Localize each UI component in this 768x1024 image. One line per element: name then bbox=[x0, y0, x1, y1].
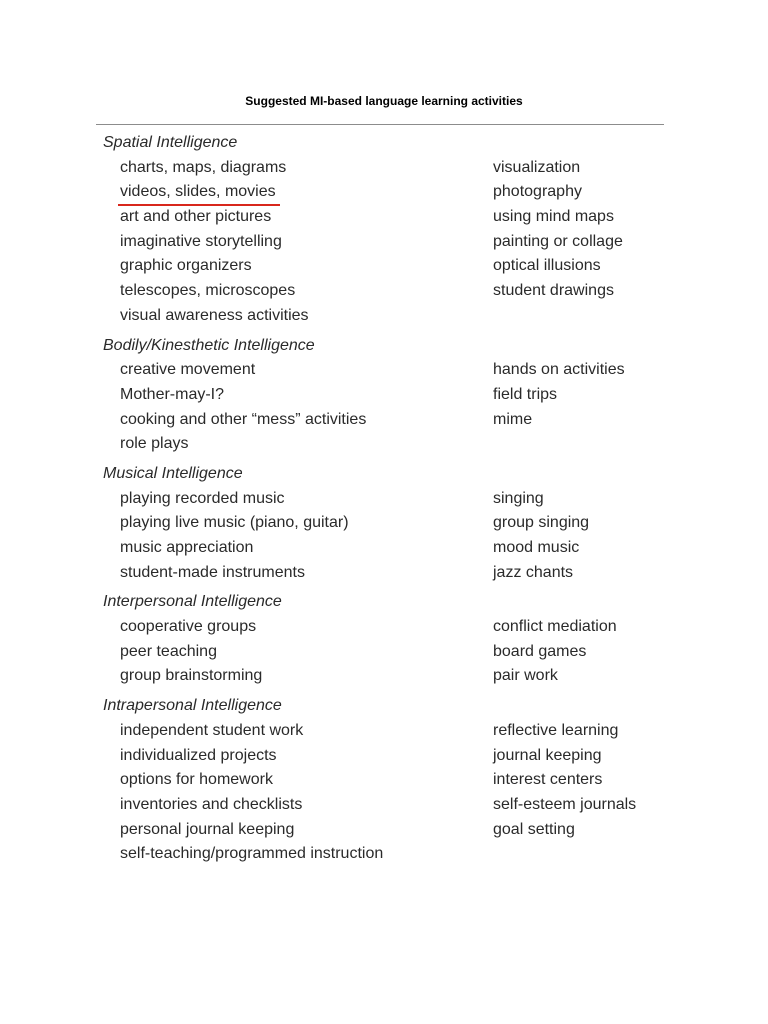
activity-text: videos, slides, movies bbox=[120, 183, 276, 201]
activity-right: field trips bbox=[493, 385, 558, 403]
activity-row bbox=[103, 432, 703, 457]
activity-right: singing bbox=[493, 489, 544, 507]
activity-row bbox=[103, 156, 703, 181]
section bbox=[103, 694, 703, 867]
activity-left: visual awareness activities bbox=[120, 306, 309, 324]
activity-row bbox=[103, 640, 703, 665]
activity-right: conflict mediation bbox=[493, 618, 617, 636]
activity-right: using mind maps bbox=[493, 208, 614, 226]
activity-left: peer teaching bbox=[120, 642, 217, 660]
activity-right: hands on activities bbox=[493, 361, 625, 379]
activity-row bbox=[103, 358, 703, 383]
activity-row bbox=[103, 230, 703, 255]
activity-row bbox=[103, 793, 703, 818]
activity-row bbox=[103, 487, 703, 512]
activity-left: art and other pictures bbox=[120, 208, 272, 226]
activity-right: jazz chants bbox=[493, 563, 574, 581]
activity-right: painting or collage bbox=[493, 232, 623, 250]
activity-right: interest centers bbox=[493, 771, 603, 789]
activity-left: cooking and other “mess” activities bbox=[120, 410, 367, 428]
activity-left: student-made instruments bbox=[120, 563, 305, 581]
activity-left bbox=[120, 180, 276, 205]
activity-right: pair work bbox=[493, 667, 558, 685]
section-heading: Interpersonal Intelligence bbox=[103, 593, 282, 611]
activity-right: mood music bbox=[493, 539, 580, 556]
activity-left: charts, maps, diagrams bbox=[120, 158, 287, 176]
activity-left: personal journal keeping bbox=[120, 820, 295, 838]
activity-row bbox=[103, 664, 703, 689]
activity-row bbox=[103, 768, 703, 793]
activity-left: telescopes, microscopes bbox=[120, 282, 296, 300]
section-heading: Intrapersonal Intelligence bbox=[103, 697, 282, 715]
activity-row bbox=[103, 511, 703, 536]
activity-row bbox=[103, 383, 703, 408]
activity-row bbox=[103, 561, 703, 586]
activity-right: student drawings bbox=[493, 282, 614, 300]
section-heading: Bodily/Kinesthetic Intelligence bbox=[103, 336, 315, 354]
section bbox=[103, 131, 703, 329]
activity-left: cooperative groups bbox=[120, 618, 257, 636]
activity-row bbox=[103, 744, 703, 769]
activity-right: group singing bbox=[493, 514, 590, 532]
activity-right: reflective learning bbox=[493, 721, 619, 739]
activity-left: inventories and checklists bbox=[120, 795, 303, 813]
activity-row bbox=[103, 180, 703, 205]
activity-left: music appreciation bbox=[120, 539, 254, 556]
activity-left: self-teaching/programmed instruction bbox=[120, 845, 384, 863]
activity-sections bbox=[103, 131, 703, 872]
activity-right: photography bbox=[493, 183, 582, 201]
activity-row bbox=[103, 615, 703, 640]
activity-right: optical illusions bbox=[493, 257, 601, 275]
activity-row bbox=[103, 205, 703, 230]
activity-left: options for homework bbox=[120, 771, 273, 789]
activity-left: playing live music (piano, guitar) bbox=[120, 514, 349, 532]
activity-right: goal setting bbox=[493, 820, 575, 838]
activity-row bbox=[103, 408, 703, 433]
activity-left: imaginative storytelling bbox=[120, 232, 282, 250]
activity-row bbox=[103, 304, 703, 329]
activity-left: graphic organizers bbox=[120, 257, 252, 275]
activity-left: creative movement bbox=[120, 361, 256, 379]
activity-left: playing recorded music bbox=[120, 489, 285, 507]
underlined-activity bbox=[120, 180, 276, 205]
activity-right: mime bbox=[493, 410, 533, 428]
activity-left: role plays bbox=[120, 435, 189, 453]
activity-row bbox=[103, 719, 703, 744]
section bbox=[103, 462, 703, 585]
section-heading: Spatial Intelligence bbox=[103, 134, 238, 151]
section bbox=[103, 334, 703, 457]
page-title: Suggested MI-based language learning activities bbox=[245, 94, 523, 108]
activity-right: visualization bbox=[493, 158, 581, 176]
activity-left: independent student work bbox=[120, 721, 304, 739]
activity-left: group brainstorming bbox=[120, 667, 263, 685]
activity-row bbox=[103, 279, 703, 304]
section-heading: Musical Intelligence bbox=[103, 464, 243, 482]
activity-right: journal keeping bbox=[493, 746, 602, 764]
activity-right: board games bbox=[493, 642, 587, 660]
activity-right: self-esteem journals bbox=[493, 795, 637, 813]
activity-row bbox=[103, 254, 703, 279]
title-divider bbox=[96, 124, 664, 125]
section bbox=[103, 590, 703, 689]
activity-row bbox=[103, 842, 703, 867]
activity-row bbox=[103, 536, 703, 561]
activity-left: individualized projects bbox=[120, 746, 277, 764]
activity-row bbox=[103, 818, 703, 843]
activity-left: Mother-may-I? bbox=[120, 385, 225, 403]
